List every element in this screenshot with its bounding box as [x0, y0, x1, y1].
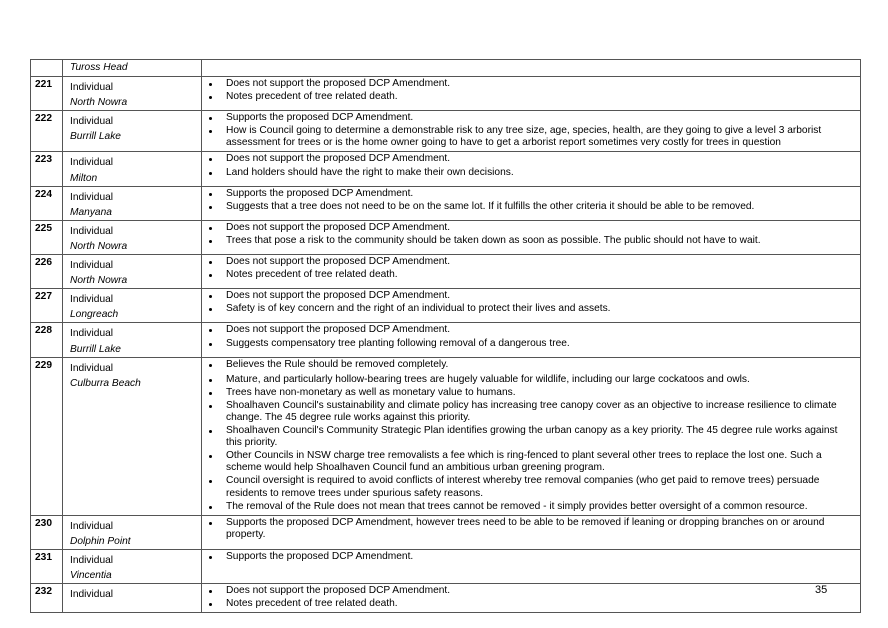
comment-item: Notes precedent of tree related death.: [202, 269, 856, 281]
table-row: [31, 584, 861, 613]
submitter-location: Vincentia: [70, 570, 112, 581]
table-row: [31, 60, 861, 77]
comment-item: Trees have non-monetary as well as monetary value to humans.: [202, 387, 856, 399]
comment-item: Supports the proposed DCP Amendment, however trees need to be able to be removed if leaning or dropping branches on or around property.: [202, 517, 856, 541]
submission-number: 227: [31, 289, 63, 323]
comment-item: Safety is of key concern and the right of an individual to protect their lives and assets.: [202, 303, 856, 315]
submitter-type: Individual: [70, 225, 114, 237]
comment-item: Does not support the proposed DCP Amendment.: [202, 585, 856, 597]
submission-number: 226: [31, 255, 63, 289]
comments-cell: [202, 60, 861, 77]
submitter-location: North Nowra: [70, 97, 128, 109]
submission-number: 231: [31, 549, 63, 583]
comment-list: [202, 585, 856, 610]
table-row: [31, 289, 861, 323]
comments-cell: [202, 549, 861, 583]
comment-list: [202, 153, 856, 178]
table-row: [31, 515, 861, 549]
comment-item: Suggests that a tree does not need to be on the same lot. If it fulfills the other criteria it should be able to be removed.: [202, 201, 856, 213]
comment-item: Supports the proposed DCP Amendment.: [202, 188, 856, 200]
comment-list: [202, 324, 856, 349]
comment-item: Does not support the proposed DCP Amendment.: [202, 324, 856, 336]
submitter-cell: [63, 111, 202, 152]
submitter-location: Burrill Lake: [70, 131, 121, 143]
submitter-type: Individual: [70, 520, 114, 532]
comment-item: Suggests compensatory tree planting following removal of a dangerous tree.: [202, 338, 856, 350]
submitter-type: Individual: [70, 260, 114, 272]
submitter-cell: [63, 549, 202, 583]
submitter-location: Milton: [70, 172, 98, 184]
submitter-cell: [63, 323, 202, 357]
comments-cell: [202, 323, 861, 357]
comment-item: Supports the proposed DCP Amendment.: [202, 112, 856, 124]
submission-number: 222: [31, 111, 63, 152]
comments-cell: [202, 77, 861, 111]
comment-list: [202, 517, 856, 541]
comments-cell: [202, 357, 861, 515]
submission-number: 221: [31, 77, 63, 111]
submission-number: 232: [31, 584, 63, 613]
submitter-type: Individual: [70, 362, 114, 374]
submitter-cell: [63, 584, 202, 613]
comment-item: Does not support the proposed DCP Amendment.: [202, 222, 856, 234]
comment-item: Notes precedent of tree related death.: [202, 91, 856, 103]
comment-list: [202, 359, 856, 513]
submitter-type: Individual: [70, 554, 114, 566]
page-number: 35: [815, 584, 828, 596]
submission-number: [31, 60, 63, 77]
submitter-type: Individual: [70, 328, 114, 340]
table-row: [31, 220, 861, 254]
comment-list: [202, 188, 856, 213]
table-row: [31, 357, 861, 515]
comments-cell: [202, 186, 861, 220]
submission-number: 230: [31, 515, 63, 549]
submitter-cell: [63, 186, 202, 220]
submitter-cell: [63, 60, 202, 77]
submitter-cell: [63, 289, 202, 323]
comment-item: Supports the proposed DCP Amendment.: [202, 551, 856, 563]
submitter-location: Burrill Lake: [70, 343, 121, 355]
submitter-location: Dolphin Point: [70, 535, 131, 547]
submissions-table-body: [31, 60, 861, 613]
table-row: [31, 255, 861, 289]
comment-item: Shoalhaven Council's sustainability and climate policy has increasing tree canopy cover as an objective to increase resilience to climate change. The 45 degree rule works against this priority.: [202, 400, 856, 424]
comment-item: Land holders should have the right to make their own decisions.: [202, 167, 856, 179]
table-row: [31, 152, 861, 186]
submitter-location: Longreach: [70, 309, 119, 321]
comment-item: How is Council going to determine a demonstrable risk to any tree size, age, species, health, are they going to give a level 3 arborist assessment for trees or is the home owner going to have to get a arborist report sometimes very costly for trees in question: [202, 125, 856, 149]
comments-cell: [202, 289, 861, 323]
comment-list: [202, 222, 856, 247]
table-row: [31, 77, 861, 111]
submitter-type: Individual: [70, 82, 114, 93]
comment-item: Mature, and particularly hollow-bearing trees are hugely valuable for wildlife, including our large cockatoos and owls.: [202, 374, 856, 386]
comment-list: [202, 112, 856, 149]
submitter-location: Culburra Beach: [70, 377, 141, 389]
submitter-location: Tuross Head: [70, 62, 128, 73]
comments-cell: [202, 111, 861, 152]
comment-list: [202, 290, 856, 315]
submitter-location: North Nowra: [70, 275, 128, 287]
submitter-type: Individual: [70, 116, 114, 128]
submission-number: 228: [31, 323, 63, 357]
comments-cell: [202, 255, 861, 289]
submitter-location: North Nowra: [70, 240, 128, 252]
comment-item: Believes the Rule should be removed completely.: [202, 359, 856, 371]
comment-item: Does not support the proposed DCP Amendment.: [202, 153, 856, 165]
submitter-cell: [63, 515, 202, 549]
submitter-location: Manyana: [70, 206, 112, 218]
table-row: [31, 186, 861, 220]
table-row: [31, 111, 861, 152]
comment-item: Notes precedent of tree related death.: [202, 598, 856, 610]
comments-cell: [202, 152, 861, 186]
comment-item: Other Councils in NSW charge tree removalists a fee which is ring-fenced to plant several other trees to replace the lost one. Such a scheme would help Shoalhaven Council fund an ambitious urban greening program.: [202, 450, 856, 474]
comment-list: [202, 78, 856, 103]
submitter-type: Individual: [70, 157, 114, 169]
comment-item: Shoalhaven Council's Community Strategic Plan identifies growing the urban canopy as a key priority. The 45 degree rule works against this priority.: [202, 425, 856, 449]
table-row: [31, 323, 861, 357]
comment-item: Does not support the proposed DCP Amendment.: [202, 256, 856, 268]
comments-cell: [202, 584, 861, 613]
comment-item: The removal of the Rule does not mean that trees cannot be removed - it simply provides better oversight of a common resource.: [202, 501, 856, 513]
comment-item: Does not support the proposed DCP Amendment.: [202, 290, 856, 302]
submission-number: 223: [31, 152, 63, 186]
submitter-type: Individual: [70, 191, 114, 203]
submitter-type: Individual: [70, 589, 114, 601]
comment-item: Trees that pose a risk to the community should be taken down as soon as possible. The public should not have to wait.: [202, 235, 856, 247]
submission-number: 229: [31, 357, 63, 515]
submitter-cell: [63, 152, 202, 186]
submitter-cell: [63, 220, 202, 254]
comments-cell: [202, 220, 861, 254]
comments-cell: [202, 515, 861, 549]
submitter-cell: [63, 77, 202, 111]
table-row: [31, 549, 861, 583]
submission-number: 225: [31, 220, 63, 254]
comment-item: Council oversight is required to avoid conflicts of interest whereby tree removal companies (who get paid to remove trees) persuade residents to remove trees under spurious safety reasons.: [202, 475, 856, 499]
submitter-cell: [63, 357, 202, 515]
submitter-cell: [63, 255, 202, 289]
submission-number: 224: [31, 186, 63, 220]
comment-list: [202, 551, 856, 563]
submissions-table: [30, 59, 861, 613]
submitter-type: Individual: [70, 294, 114, 306]
comment-item: Does not support the proposed DCP Amendment.: [202, 78, 856, 90]
comment-list: [202, 256, 856, 281]
